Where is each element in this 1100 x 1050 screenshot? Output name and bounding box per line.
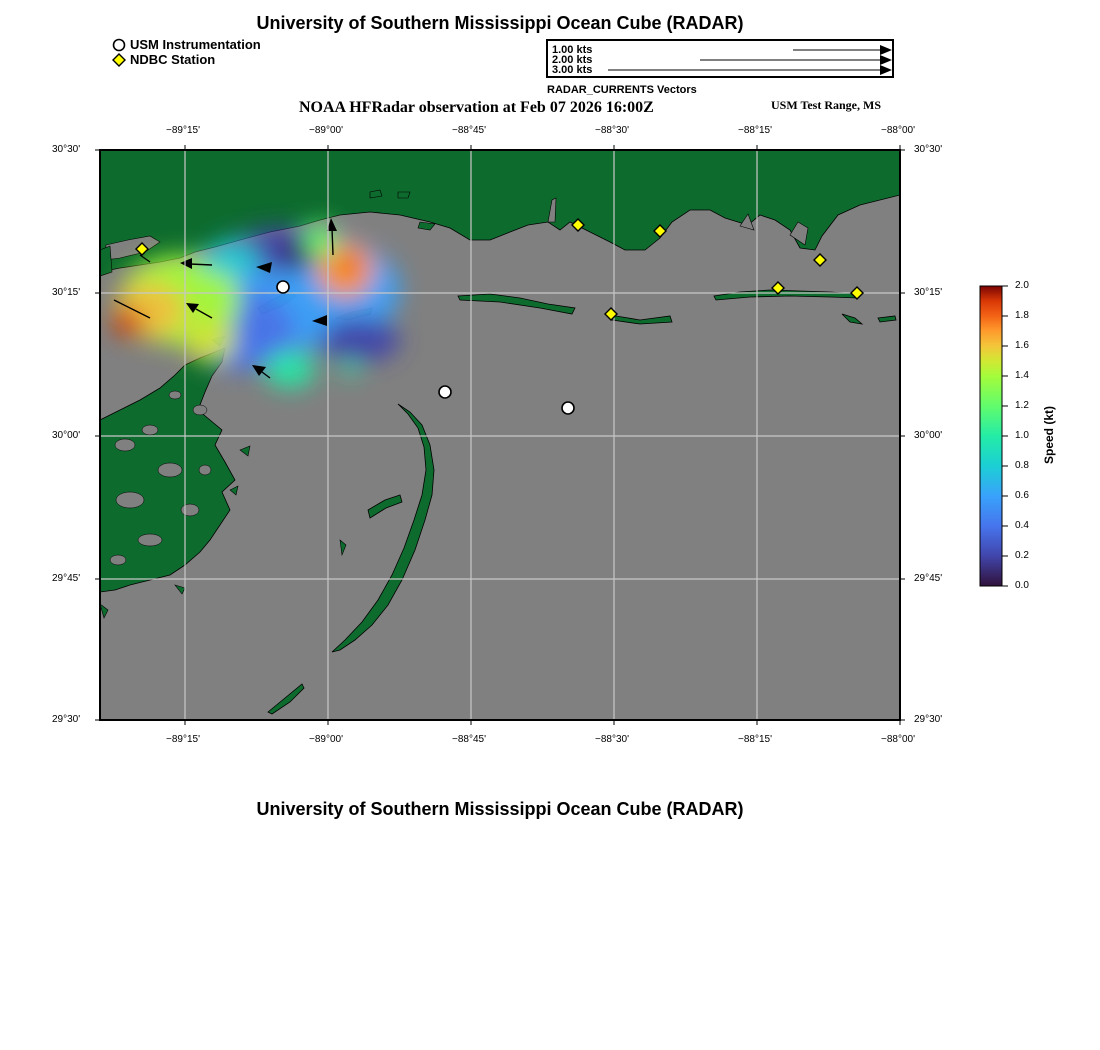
right-tick-label: 30°15' (914, 287, 943, 298)
region-label: USM Test Range, MS (771, 98, 882, 112)
colorbar-ticks (1002, 286, 1008, 586)
left-tick-label: 29°30' (52, 714, 81, 725)
left-tick-label: 30°00' (52, 430, 81, 441)
colorbar-tick-label: 1.4 (1015, 370, 1029, 381)
legend-usm-label: USM Instrumentation (130, 37, 261, 52)
colorbar-tick-label: 0.2 (1015, 550, 1029, 561)
colorbar-tick-label: 1.6 (1015, 340, 1029, 351)
bottom-tick-label: −89°15' (166, 734, 200, 745)
colorbar-tick-label: 1.2 (1015, 400, 1029, 411)
bottom-tick-label: −88°15' (738, 734, 772, 745)
colorbar-tick-label: 2.0 (1015, 280, 1029, 291)
bottom-tick-label: −89°00' (309, 734, 343, 745)
colorbar-tick-label: 1.0 (1015, 430, 1029, 441)
top-tick-label: −88°30' (595, 125, 629, 136)
legend-ndbc-label: NDBC Station (130, 52, 216, 67)
top-tick-label: −88°45' (452, 125, 486, 136)
observation-subtitle: NOAA HFRadar observation at Feb 07 2026 16:00Z (299, 99, 654, 116)
right-tick-label: 30°30' (914, 144, 943, 155)
footer-title: University of Southern Mississippi Ocean Cube (RADAR) (256, 799, 744, 819)
top-tick-label: −88°00' (881, 125, 915, 136)
left-tick-label: 29°45' (52, 573, 81, 584)
left-tick-label: 30°15' (52, 287, 81, 298)
right-tick-label: 30°00' (914, 430, 943, 441)
colorbar-tick-label: 0.4 (1015, 520, 1029, 531)
left-tick-label: 30°30' (52, 144, 81, 155)
top-tick-label: −89°15' (166, 125, 200, 136)
right-tick-label: 29°45' (914, 573, 943, 584)
top-tick-label: −88°15' (738, 125, 772, 136)
colorbar-tick-label: 1.8 (1015, 310, 1029, 321)
colorbar-tick-label: 0.0 (1015, 580, 1029, 591)
page-title: University of Southern Mississippi Ocean Cube (RADAR) (256, 13, 744, 33)
colorbar-scale (980, 286, 1002, 586)
bottom-tick-label: −88°00' (881, 734, 915, 745)
colorbar-tick-label: 0.6 (1015, 490, 1029, 501)
right-tick-label: 29°30' (914, 714, 943, 725)
vector-key-label-3: 3.00 kts (552, 64, 593, 76)
usm-instrument-marker[interactable] (277, 281, 289, 293)
colorbar-title: Speed (kt) (1042, 405, 1057, 465)
bottom-tick-label: −88°45' (452, 734, 486, 745)
usm-instrument-marker[interactable] (439, 386, 451, 398)
top-tick-label: −89°00' (309, 125, 343, 136)
vector-key-caption: RADAR_CURRENTS Vectors (547, 84, 697, 96)
vector-key-label-1: 1.00 kts (552, 44, 593, 56)
bottom-tick-label: −88°30' (595, 734, 629, 745)
colorbar-tick-label: 0.8 (1015, 460, 1029, 471)
vector-key-label-2: 2.00 kts (552, 54, 593, 66)
west-marsh (100, 246, 112, 276)
usm-instrument-marker[interactable] (562, 402, 574, 414)
